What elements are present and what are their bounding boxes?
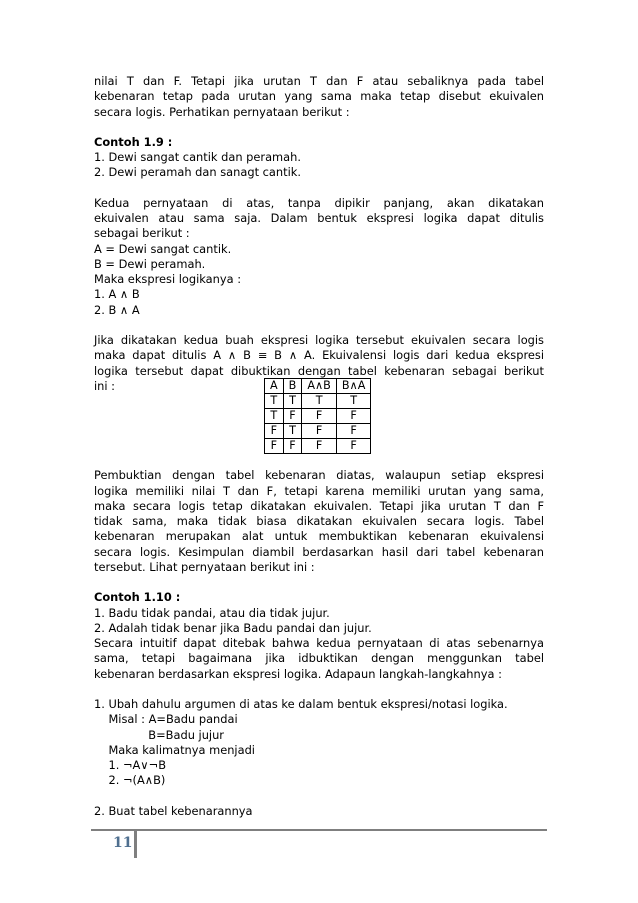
- list-item: 2. B ∧ A: [94, 303, 140, 317]
- table-header-cell: B: [283, 379, 302, 394]
- list-item: 1. Badu tidak pandai, atau dia tidak jujur.: [94, 606, 330, 620]
- formula-line: 2. ¬(A∧B): [94, 773, 166, 787]
- table-cell: T: [265, 394, 284, 409]
- table-header-cell: A: [265, 379, 284, 394]
- paragraph-line: kebenaran tetap pada urutan yang sama maka tetap disebut ekuivalen: [94, 89, 544, 103]
- definition-line: B=Badu jujur: [94, 728, 224, 742]
- footer-vertical-bar: [134, 829, 137, 858]
- example-heading: Contoh 1.10 :: [94, 590, 181, 604]
- paragraph-line: logika tersebut dapat dibuktikan dengan tabel kebenaran sebagai berikut: [94, 364, 544, 378]
- truth-table: [264, 378, 371, 454]
- paragraph-line: ekuivalen atau sama saja. Dalam bentuk ekspresi logika dapat ditulis: [94, 211, 544, 225]
- paragraph-line: B = Dewi peramah.: [94, 257, 206, 271]
- footer-divider: [91, 829, 547, 831]
- paragraph-line: maka secara logis tetap dikatakan ekuivalen. Tetapi jika urutan T dan F: [94, 499, 544, 513]
- definition-line: Misal : A=Badu pandai: [94, 712, 238, 726]
- paragraph-line: logika memiliki nilai T dan F, tetapi karena memiliki urutan yang sama,: [94, 484, 544, 498]
- list-item: 2. Dewi peramah dan sanagt cantik.: [94, 165, 301, 179]
- example-heading: Contoh 1.9 :: [94, 135, 173, 149]
- table-cell: F: [283, 409, 302, 424]
- paragraph-line: ini :: [94, 379, 116, 393]
- paragraph-line: kebenaran berdasarkan ekspresi logika. Adapaun langkah-langkahnya :: [94, 667, 502, 681]
- table-cell: F: [302, 409, 337, 424]
- table-header-cell: B∧A: [336, 379, 371, 394]
- table-cell: T: [283, 424, 302, 439]
- paragraph-line: tersebut. Lihat pernyataan berikut ini :: [94, 560, 315, 574]
- table-cell: T: [302, 394, 337, 409]
- paragraph-line: secara logis. Kesimpulan diambil berdasarkan hasil dari tabel kebenaran: [94, 545, 544, 559]
- table-cell: F: [336, 424, 371, 439]
- table-row: [265, 424, 371, 439]
- table-cell: F: [302, 424, 337, 439]
- table-row: [265, 439, 371, 454]
- paragraph-line: maka dapat ditulis A ∧ B ≡ B ∧ A. Ekuivalensi logis dari kedua ekspresi: [94, 348, 544, 362]
- table-header-cell: A∧B: [302, 379, 337, 394]
- list-item: 1. Ubah dahulu argumen di atas ke dalam bentuk ekspresi/notasi logika.: [94, 697, 508, 711]
- paragraph-line: Pembuktian dengan tabel kebenaran diatas, walaupun setiap ekspresi: [94, 468, 544, 482]
- list-item: 2. Adalah tidak benar jika Badu pandai dan jujur.: [94, 621, 372, 635]
- table-cell: T: [265, 409, 284, 424]
- paragraph-line: Maka ekspresi logikanya :: [94, 272, 242, 286]
- table-cell: F: [302, 439, 337, 454]
- paragraph-line: Secara intuitif dapat ditebak bahwa kedua pernyataan di atas sebenarnya: [94, 636, 544, 650]
- table-cell: F: [265, 439, 284, 454]
- table-cell: F: [283, 439, 302, 454]
- table-cell: F: [336, 439, 371, 454]
- list-item: 2. Buat tabel kebenarannya: [94, 804, 253, 818]
- table-cell: T: [336, 394, 371, 409]
- table-cell: F: [265, 424, 284, 439]
- paragraph-line: Maka kalimatnya menjadi: [94, 743, 255, 757]
- paragraph-line: nilai T dan F. Tetapi jika urutan T dan F atau sebaliknya pada tabel: [94, 74, 544, 88]
- paragraph-line: Kedua pernyataan di atas, tanpa dipikir panjang, akan dikatakan: [94, 196, 544, 210]
- paragraph-line: secara logis. Perhatikan pernyataan berikut :: [94, 105, 350, 119]
- paragraph-line: sama, tetapi bagaimana jika idbuktikan dengan menggunkan tabel: [94, 651, 544, 665]
- paragraph-line: tidak sama, maka tidak biasa dikatakan ekuivalen secara logis. Tabel: [94, 514, 544, 528]
- list-item: 1. Dewi sangat cantik dan peramah.: [94, 150, 301, 164]
- table-cell: T: [283, 394, 302, 409]
- paragraph-line: Jika dikatakan kedua buah ekspresi logika tersebut ekuivalen secara logis: [94, 333, 544, 347]
- paragraph-line: sebagai berikut :: [94, 226, 190, 240]
- list-item: 1. A ∧ B: [94, 287, 140, 301]
- paragraph-line: kebenaran merupakan alat untuk membuktikan kebenaran ekuivalensi: [94, 529, 544, 543]
- table-row: [265, 409, 371, 424]
- table-row: [265, 394, 371, 409]
- table-cell: F: [336, 409, 371, 424]
- page-number: 11: [113, 835, 133, 851]
- formula-line: 1. ¬A∨¬B: [94, 758, 167, 772]
- paragraph-line: A = Dewi sangat cantik.: [94, 242, 232, 256]
- table-header-row: [265, 379, 371, 394]
